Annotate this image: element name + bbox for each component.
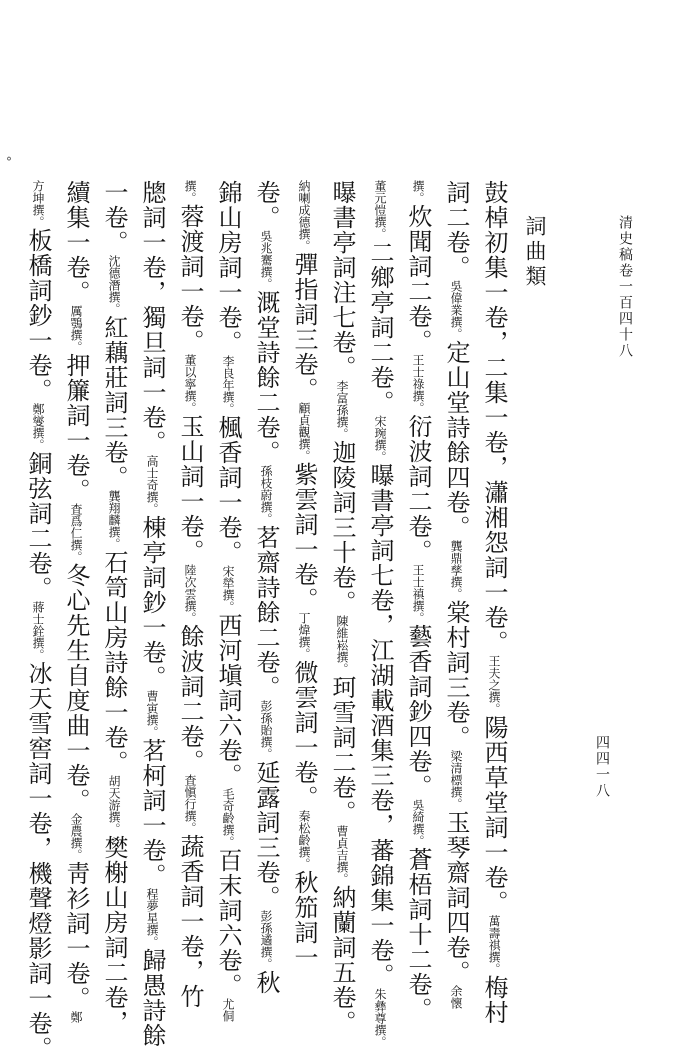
column-tail-author: 萬壽祺撰。 bbox=[487, 915, 501, 975]
column-tail: 蓉渡詞一卷。 bbox=[176, 204, 204, 354]
column-tail: 板橋詞鈔一卷。 bbox=[24, 228, 52, 403]
column-end2-author: 吳綺撰。 bbox=[411, 799, 425, 847]
column-end2: 餘波詞二卷。 bbox=[176, 624, 204, 774]
column-text: 曝書亭詞注七卷。 bbox=[328, 180, 356, 380]
column-tail-author: 宋琬撰。 bbox=[373, 415, 387, 463]
column-tail: 陽西草堂詞一卷。 bbox=[480, 715, 508, 915]
column-end: 棠村詞三卷。 bbox=[442, 600, 470, 750]
column-tail-author: 曹寅撰。 bbox=[145, 690, 159, 738]
column-tail-author: 龔鼎孳撰。 bbox=[449, 540, 463, 600]
column-end: 冬心先生自度曲一卷。 bbox=[62, 563, 90, 813]
text-column-6 bbox=[288, 180, 320, 970]
text-column-8 bbox=[212, 180, 244, 1022]
column-end2-author: 尤侗 bbox=[221, 998, 235, 1022]
column-tail-author: 孫枝蔚撰。 bbox=[259, 465, 273, 525]
text-column-13 bbox=[22, 180, 54, 1061]
column-end2: 藝香詞鈔四卷。 bbox=[404, 624, 432, 799]
column-end: 茗齋詩餘二卷。 bbox=[252, 525, 280, 700]
column-text: 一卷。 bbox=[100, 180, 128, 255]
column-text: 鼓棹初集一卷，二集一卷，瀟湘怨詞一卷。 bbox=[480, 180, 508, 655]
column-end: 茗柯詞一卷。 bbox=[138, 738, 166, 888]
column-author: 董元愷撰。 bbox=[373, 180, 387, 240]
margin-mark: ° bbox=[6, 155, 12, 169]
column-end: 曝書亭詞七卷，江湖載酒集三卷，蕃錦集一卷。 bbox=[366, 463, 394, 988]
column-end2: 靑衫詞一卷。 bbox=[62, 861, 90, 1011]
column-end: 玉山詞一卷。 bbox=[176, 414, 204, 564]
column-tail-author: 王士祿撰。 bbox=[411, 354, 425, 414]
column-end: 銅弦詞二卷。 bbox=[24, 451, 52, 601]
column-end2: 歸愚詩餘 bbox=[138, 948, 166, 1048]
column-end-author: 胡天游撰。 bbox=[107, 775, 121, 835]
column-text: 卷。 bbox=[252, 180, 280, 230]
column-tail: 押簾詞一卷。 bbox=[62, 353, 90, 503]
column-tail: 紅藕莊詞三卷。 bbox=[100, 315, 128, 490]
column-end2: 玉琴齋詞四卷。 bbox=[442, 810, 470, 985]
text-column-1 bbox=[478, 180, 510, 1025]
column-end2: 延露詞三卷。 bbox=[252, 760, 280, 910]
column-end-author: 丁煒撰。 bbox=[297, 612, 311, 660]
column-end2: 冰天雪窖詞一卷，機聲燈影詞一卷。 bbox=[24, 661, 52, 1061]
column-end-author: 蔣士銓撰。 bbox=[31, 601, 45, 661]
text-column-3 bbox=[402, 180, 434, 1022]
running-title: 清史稿卷一百四十八 bbox=[617, 215, 633, 359]
column-end2-author: 査愼行撰。 bbox=[183, 774, 197, 834]
column-text: 詞二卷。 bbox=[442, 180, 470, 280]
text-column-12 bbox=[60, 180, 92, 1023]
column-tail: 炊聞詞二卷。 bbox=[404, 204, 432, 354]
column-end-author: 彭孫貽撰。 bbox=[259, 700, 273, 760]
column-author: 李良年撰。 bbox=[221, 355, 235, 415]
column-tail-author: 董以寧撰。 bbox=[183, 354, 197, 414]
column-tail: 溉堂詩餘二卷。 bbox=[252, 290, 280, 465]
column-text: 撰。 bbox=[411, 180, 425, 204]
column-text: 撰。 bbox=[183, 180, 197, 204]
column-end: 西河塡詞六卷。 bbox=[214, 613, 242, 788]
column-tail-author: 鄭燮撰。 bbox=[31, 403, 45, 451]
column-author: 吳偉業撰。 bbox=[449, 280, 463, 340]
text-column-7 bbox=[250, 180, 282, 995]
column-tail-author: 陳維崧撰。 bbox=[335, 615, 349, 675]
column-text: 方坤撰。 bbox=[31, 180, 45, 228]
column-tail-author: 龔翔麟撰。 bbox=[107, 490, 121, 550]
text-column-4 bbox=[364, 180, 396, 1048]
column-end-author: 曹貞吉撰。 bbox=[335, 825, 349, 885]
column-text: 牕詞一卷，獨旦詞一卷。 bbox=[138, 180, 166, 455]
column-author: 沈德潛撰。 bbox=[107, 255, 121, 315]
text-column-11 bbox=[98, 180, 130, 1035]
column-author: 李富孫撰。 bbox=[335, 380, 349, 440]
column-tail: 楓香詞一卷。 bbox=[214, 415, 242, 565]
column-end: 衍波詞二卷。 bbox=[404, 414, 432, 564]
column-author: 厲鶚撰。 bbox=[69, 305, 83, 353]
column-tail-author: 顧貞觀撰。 bbox=[297, 402, 311, 462]
section-title: 詞曲類 bbox=[523, 215, 547, 290]
column-end-author: 毛奇齡撰。 bbox=[221, 788, 235, 848]
column-text: 續集一卷。 bbox=[62, 180, 90, 305]
column-end-author: 梁清標撰。 bbox=[449, 750, 463, 810]
column-end2-author: 秦松齡撰。 bbox=[297, 810, 311, 870]
column-author: 納喇成德撰。 bbox=[297, 180, 311, 252]
column-end3: 蔬香詞一卷，竹 bbox=[176, 834, 204, 1009]
column-end-author: 金農撰。 bbox=[69, 813, 83, 861]
column-end2-author: 彭孫遹撰。 bbox=[259, 910, 273, 970]
column-tail-author: 査爲仁撰。 bbox=[69, 503, 83, 563]
column-end2: 樊榭山房詞二卷， bbox=[100, 835, 128, 1035]
column-author: 高士奇撰。 bbox=[145, 455, 159, 515]
column-end3: 秋笳詞一 bbox=[290, 870, 318, 970]
column-end2: 納蘭詞五卷。 bbox=[328, 885, 356, 1035]
column-author: 吳兆騫撰。 bbox=[259, 230, 273, 290]
column-end2: 微雲詞一卷。 bbox=[290, 660, 318, 810]
text-column-9 bbox=[174, 180, 206, 1009]
column-end2-author: 鄭 bbox=[69, 1011, 83, 1023]
column-end: 紫雲詞一卷。 bbox=[290, 462, 318, 612]
text-column-5 bbox=[326, 180, 358, 1035]
page-number: 四四一八 bbox=[594, 735, 610, 799]
column-end2: 百末詞六卷。 bbox=[214, 848, 242, 998]
column-end3: 秋 bbox=[252, 970, 280, 995]
column-end: 梅村 bbox=[480, 975, 508, 1025]
column-end-author: 陸次雲撰。 bbox=[183, 564, 197, 624]
column-end-author: 程夢星撰。 bbox=[145, 888, 159, 948]
column-end2-author: 余懷 bbox=[449, 985, 463, 1009]
column-tail: 二鄉亭詞二卷。 bbox=[366, 240, 394, 415]
column-tail: 彈指詞三卷。 bbox=[290, 252, 318, 402]
text-column-10 bbox=[136, 180, 168, 1048]
column-text: 錦山房詞一卷。 bbox=[214, 180, 242, 355]
column-tail: 迦陵詞三十卷。 bbox=[328, 440, 356, 615]
column-tail-author: 宋犖撰。 bbox=[221, 565, 235, 613]
column-tail: 棟亭詞鈔一卷。 bbox=[138, 515, 166, 690]
column-end3: 蒼梧詞十二卷。 bbox=[404, 847, 432, 1022]
text-column-2 bbox=[440, 180, 472, 1009]
column-author: 王夫之撰。 bbox=[487, 655, 501, 715]
column-end: 石笥山房詩餘一卷。 bbox=[100, 550, 128, 775]
column-end-author: 朱彝尊撰。 bbox=[373, 988, 387, 1048]
column-end: 珂雪詞二卷。 bbox=[328, 675, 356, 825]
column-end-author: 王士禛撰。 bbox=[411, 564, 425, 624]
column-tail: 定山堂詩餘四卷。 bbox=[442, 340, 470, 540]
